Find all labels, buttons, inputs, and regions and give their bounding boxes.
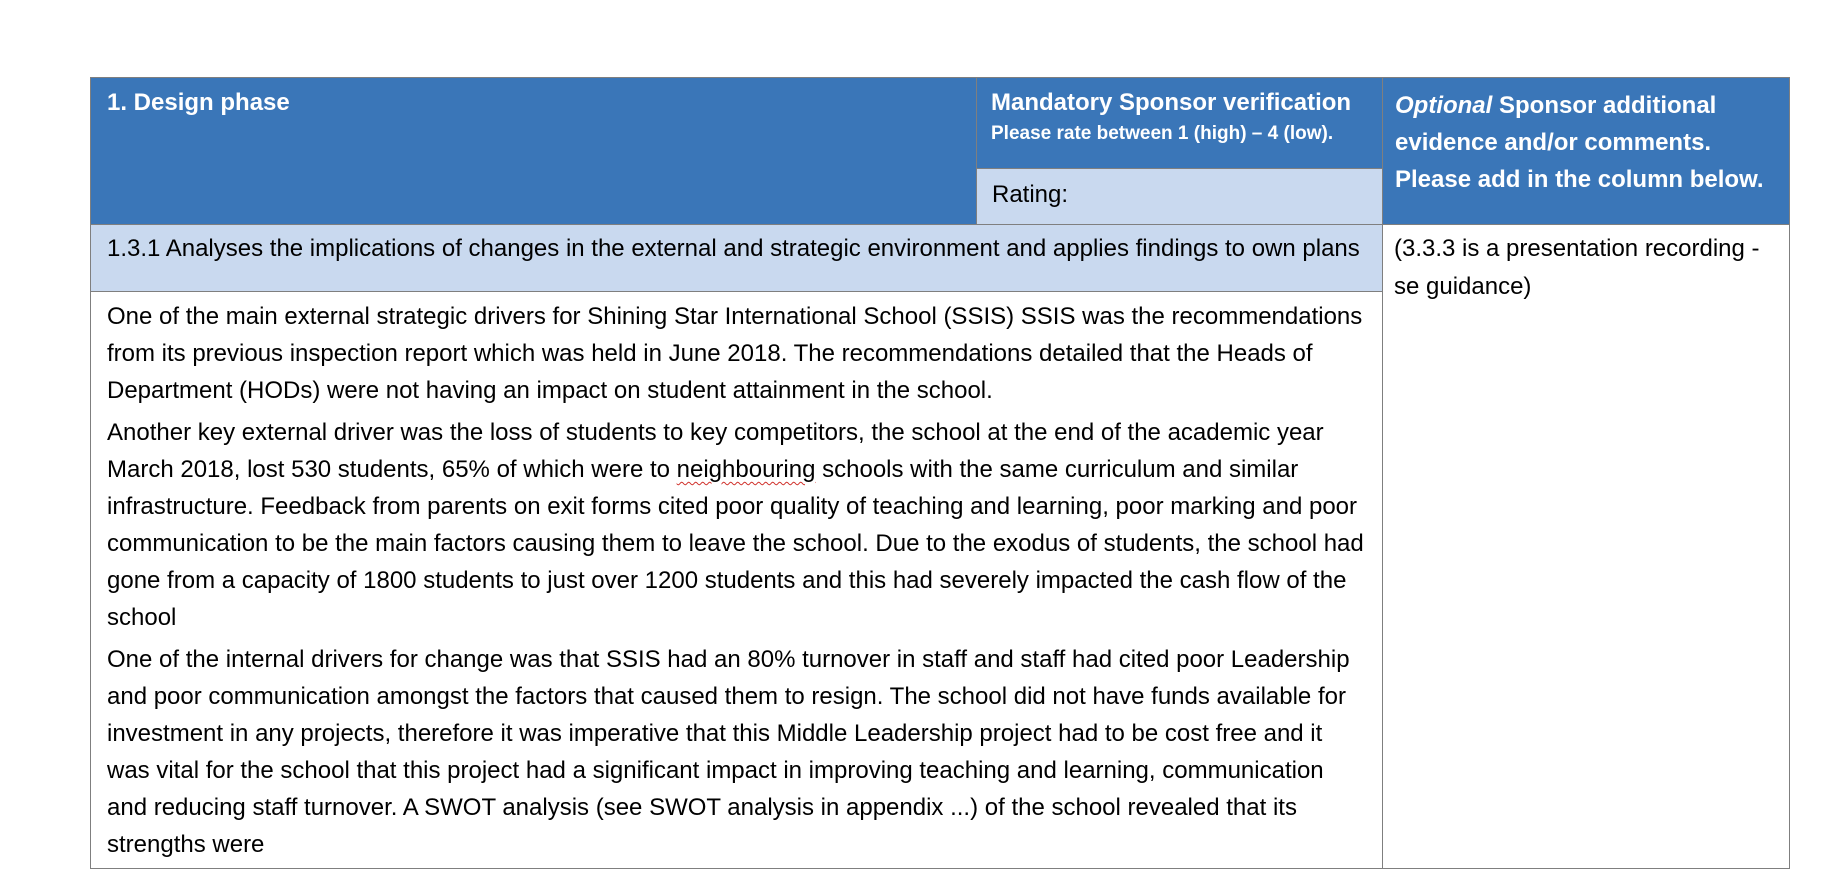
optional-evidence-text: Sponsor additional evidence and/or comments. Please add in the column below. [1395,92,1764,193]
optional-evidence-header [1383,78,1790,225]
design-phase-table [90,77,1790,869]
evidence-paragraph [107,414,1366,636]
criterion-text: 1.3.1 Analyses the implications of changes in the external and strategic environment and applies findings to own plans [107,235,1360,262]
evidence-paragraph: One of the internal drivers for change was that SSIS had an 80% turnover in staff and staff had cited poor Leadership and poor communication amongst the factors that caused them to resign. The school did not have funds available for investment in any projects, therefore it was imperative that this Middle Leadership project had to be cost free and it was vital for the school that this project had a significant impact in improving teaching and learning, communication and reducing staff turnover. A SWOT analysis (see SWOT analysis in appendix ...) of the school revealed that its strengths were [107,646,1350,858]
sponsor-comment-text: (3.3.3 is a presentation recording -se guidance) [1394,235,1760,300]
design-phase-heading [91,78,977,225]
mandatory-verification-header [977,78,1383,169]
evidence-paragraph: One of the main external strategic drivers for Shining Star International School (SSIS) SSIS was the recommendations from its previous inspection report which was held in June 2018. The recommendations detailed that the Heads of Department (HODs) were not having an impact on student attainment in the school. [107,303,1363,404]
evidence-body-cell[interactable] [91,292,1383,869]
mandatory-verification-title: Mandatory Sponsor verification [991,89,1352,116]
rating-cell[interactable] [977,169,1383,225]
optional-label: Optional [1395,92,1493,119]
paragraph-text: schools with the same curriculum and similar infrastructure. Feedback from parents on exit forms cited poor quality of teaching and learning, poor marking and poor communication to be the main factors causing them to leave the school. Due to the exodus of students, the school had gone from a capacity of 1800 students to just over 1200 students and this had severely impacted the cash flow of the school [107,456,1364,631]
spelling-flagged-word[interactable]: neighbouring [676,456,816,483]
sponsor-comment-cell[interactable] [1383,225,1790,869]
rating-label: Rating: [992,181,1069,208]
rating-instruction: Please rate between 1 (high) – 4 (low). [991,123,1334,144]
paragraph-text: Another key external driver was the loss of students to key competitors, the school at the end of the academic year March 2018, lost 530 students, 65% of which were to [107,419,1324,483]
criterion-row [91,225,1383,292]
design-phase-title: 1. Design phase [107,89,290,116]
